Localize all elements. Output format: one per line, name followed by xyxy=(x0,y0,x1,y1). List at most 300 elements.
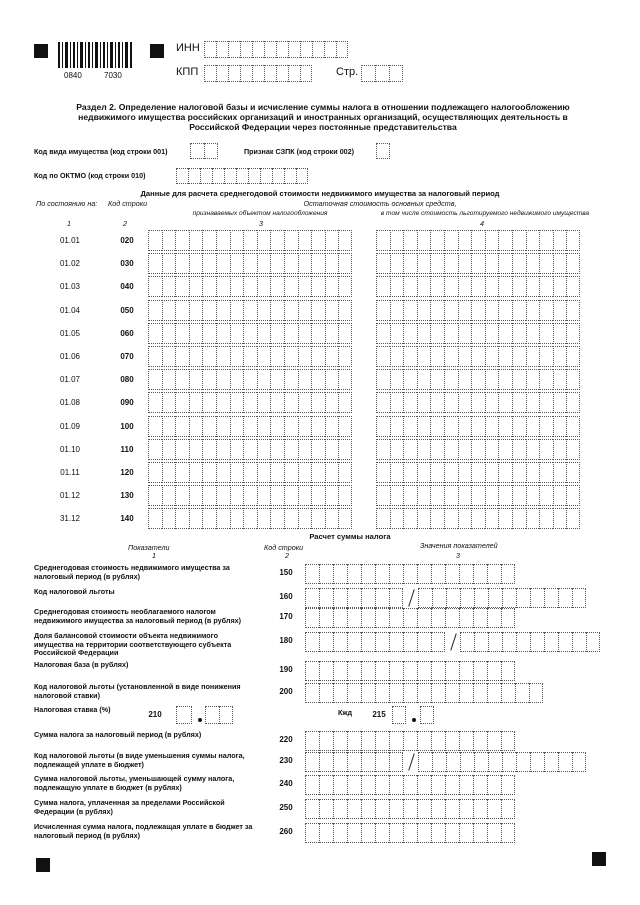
input-cell[interactable] xyxy=(319,752,333,772)
input-cell[interactable] xyxy=(539,230,553,251)
input-cell[interactable] xyxy=(243,508,257,529)
input-cell[interactable] xyxy=(403,416,417,437)
input-cell[interactable] xyxy=(257,439,271,460)
input-cell[interactable] xyxy=(553,323,567,344)
input-cell[interactable] xyxy=(444,276,458,297)
input-cell[interactable] xyxy=(471,346,485,367)
input-cell[interactable] xyxy=(459,799,473,819)
input-cell[interactable] xyxy=(270,392,284,413)
input-cell[interactable] xyxy=(460,588,474,608)
avg-exempt-value-field[interactable] xyxy=(376,346,580,367)
input-cell[interactable] xyxy=(445,661,459,681)
input-cell[interactable] xyxy=(175,323,189,344)
input-cell[interactable] xyxy=(501,823,515,843)
input-cell[interactable] xyxy=(257,276,271,297)
input-cell[interactable] xyxy=(189,253,203,274)
input-cell[interactable] xyxy=(270,369,284,390)
value-field[interactable] xyxy=(305,775,515,795)
input-cell[interactable] xyxy=(485,346,499,367)
input-cell[interactable] xyxy=(240,41,252,58)
input-cell[interactable] xyxy=(498,462,512,483)
input-cell[interactable] xyxy=(361,632,375,652)
input-cell[interactable] xyxy=(417,775,431,795)
input-cell[interactable] xyxy=(526,230,540,251)
input-cell[interactable] xyxy=(228,41,240,58)
input-cell[interactable] xyxy=(498,300,512,321)
input-cell[interactable] xyxy=(430,230,444,251)
input-cell[interactable] xyxy=(319,661,333,681)
input-cell[interactable] xyxy=(319,823,333,843)
input-cell[interactable] xyxy=(485,276,499,297)
input-cell[interactable] xyxy=(175,300,189,321)
input-cell[interactable] xyxy=(553,439,567,460)
input-cell[interactable] xyxy=(502,588,516,608)
input-cell[interactable] xyxy=(431,823,445,843)
input-cell[interactable] xyxy=(446,588,460,608)
input-cell[interactable] xyxy=(458,369,472,390)
input-cell[interactable] xyxy=(175,462,189,483)
input-cell[interactable] xyxy=(539,462,553,483)
input-cell[interactable] xyxy=(471,392,485,413)
input-cell[interactable] xyxy=(175,392,189,413)
input-cell[interactable] xyxy=(431,661,445,681)
input-cell[interactable] xyxy=(566,346,580,367)
input-cell[interactable] xyxy=(257,323,271,344)
input-cell[interactable] xyxy=(311,439,325,460)
input-cell[interactable] xyxy=(566,416,580,437)
input-cell[interactable] xyxy=(430,439,444,460)
input-cell[interactable] xyxy=(216,323,230,344)
input-cell[interactable] xyxy=(512,230,526,251)
input-cell[interactable] xyxy=(526,276,540,297)
benefit-code-field[interactable] xyxy=(305,752,403,772)
input-cell[interactable] xyxy=(298,276,312,297)
input-cell[interactable] xyxy=(284,439,298,460)
input-cell[interactable] xyxy=(566,253,580,274)
input-cell[interactable] xyxy=(347,608,361,628)
input-cell[interactable] xyxy=(375,775,389,795)
input-cell[interactable] xyxy=(270,323,284,344)
input-cell[interactable] xyxy=(471,230,485,251)
input-cell[interactable] xyxy=(288,41,300,58)
share-numerator-field[interactable] xyxy=(305,632,445,652)
input-cell[interactable] xyxy=(189,276,203,297)
input-cell[interactable] xyxy=(162,462,176,483)
input-cell[interactable] xyxy=(458,253,472,274)
input-cell[interactable] xyxy=(284,508,298,529)
input-cell[interactable] xyxy=(311,230,325,251)
input-cell[interactable] xyxy=(403,731,417,751)
input-cell[interactable] xyxy=(202,462,216,483)
input-cell[interactable] xyxy=(487,799,501,819)
input-cell[interactable] xyxy=(417,323,431,344)
kzhd-fraction-field[interactable] xyxy=(420,706,434,724)
input-cell[interactable] xyxy=(459,564,473,584)
input-cell[interactable] xyxy=(376,253,390,274)
input-cell[interactable] xyxy=(375,65,389,82)
szpk-field[interactable] xyxy=(376,143,390,159)
input-cell[interactable] xyxy=(512,276,526,297)
kzhd-integer-field[interactable] xyxy=(392,706,406,724)
avg-exempt-value-field[interactable] xyxy=(376,253,580,274)
input-cell[interactable] xyxy=(498,485,512,506)
input-cell[interactable] xyxy=(219,706,233,724)
input-cell[interactable] xyxy=(205,706,219,724)
input-cell[interactable] xyxy=(243,253,257,274)
tax-rate-integer-field[interactable] xyxy=(176,706,192,724)
input-cell[interactable] xyxy=(444,300,458,321)
input-cell[interactable] xyxy=(526,369,540,390)
avg-residual-value-field[interactable] xyxy=(148,462,352,483)
avg-exempt-value-field[interactable] xyxy=(376,323,580,344)
input-cell[interactable] xyxy=(311,276,325,297)
input-cell[interactable] xyxy=(333,823,347,843)
input-cell[interactable] xyxy=(512,323,526,344)
input-cell[interactable] xyxy=(430,485,444,506)
input-cell[interactable] xyxy=(444,462,458,483)
input-cell[interactable] xyxy=(430,346,444,367)
input-cell[interactable] xyxy=(539,439,553,460)
input-cell[interactable] xyxy=(230,508,244,529)
input-cell[interactable] xyxy=(417,230,431,251)
input-cell[interactable] xyxy=(430,253,444,274)
input-cell[interactable] xyxy=(417,485,431,506)
input-cell[interactable] xyxy=(298,253,312,274)
input-cell[interactable] xyxy=(270,346,284,367)
input-cell[interactable] xyxy=(162,346,176,367)
input-cell[interactable] xyxy=(444,369,458,390)
input-cell[interactable] xyxy=(175,416,189,437)
input-cell[interactable] xyxy=(347,588,361,608)
input-cell[interactable] xyxy=(230,276,244,297)
input-cell[interactable] xyxy=(566,462,580,483)
input-cell[interactable] xyxy=(487,731,501,751)
input-cell[interactable] xyxy=(230,300,244,321)
avg-exempt-value-field[interactable] xyxy=(376,392,580,413)
input-cell[interactable] xyxy=(444,253,458,274)
input-cell[interactable] xyxy=(202,439,216,460)
input-cell[interactable] xyxy=(526,392,540,413)
input-cell[interactable] xyxy=(430,392,444,413)
input-cell[interactable] xyxy=(162,508,176,529)
input-cell[interactable] xyxy=(284,230,298,251)
input-cell[interactable] xyxy=(230,323,244,344)
input-cell[interactable] xyxy=(389,588,403,608)
avg-residual-value-field[interactable] xyxy=(148,439,352,460)
input-cell[interactable] xyxy=(202,416,216,437)
input-cell[interactable] xyxy=(498,230,512,251)
input-cell[interactable] xyxy=(162,392,176,413)
input-cell[interactable] xyxy=(445,731,459,751)
input-cell[interactable] xyxy=(224,168,236,184)
input-cell[interactable] xyxy=(417,661,431,681)
input-cell[interactable] xyxy=(526,300,540,321)
input-cell[interactable] xyxy=(473,608,487,628)
input-cell[interactable] xyxy=(572,588,586,608)
input-cell[interactable] xyxy=(473,823,487,843)
input-cell[interactable] xyxy=(298,462,312,483)
input-cell[interactable] xyxy=(189,300,203,321)
value-field[interactable] xyxy=(305,661,515,681)
share-denominator-field[interactable] xyxy=(460,632,600,652)
input-cell[interactable] xyxy=(417,823,431,843)
input-cell[interactable] xyxy=(175,369,189,390)
input-cell[interactable] xyxy=(389,608,403,628)
input-cell[interactable] xyxy=(512,346,526,367)
input-cell[interactable] xyxy=(189,369,203,390)
input-cell[interactable] xyxy=(361,608,375,628)
input-cell[interactable] xyxy=(298,230,312,251)
input-cell[interactable] xyxy=(148,508,162,529)
input-cell[interactable] xyxy=(390,323,404,344)
input-cell[interactable] xyxy=(284,323,298,344)
input-cell[interactable] xyxy=(189,416,203,437)
input-cell[interactable] xyxy=(512,392,526,413)
input-cell[interactable] xyxy=(325,369,339,390)
input-cell[interactable] xyxy=(243,416,257,437)
input-cell[interactable] xyxy=(189,230,203,251)
input-cell[interactable] xyxy=(162,230,176,251)
input-cell[interactable] xyxy=(230,439,244,460)
input-cell[interactable] xyxy=(512,416,526,437)
input-cell[interactable] xyxy=(333,632,347,652)
input-cell[interactable] xyxy=(403,392,417,413)
input-cell[interactable] xyxy=(526,508,540,529)
input-cell[interactable] xyxy=(498,416,512,437)
avg-residual-value-field[interactable] xyxy=(148,230,352,251)
input-cell[interactable] xyxy=(162,323,176,344)
input-cell[interactable] xyxy=(403,799,417,819)
input-cell[interactable] xyxy=(417,300,431,321)
input-cell[interactable] xyxy=(502,752,516,772)
input-cell[interactable] xyxy=(390,485,404,506)
input-cell[interactable] xyxy=(502,632,516,652)
input-cell[interactable] xyxy=(501,731,515,751)
input-cell[interactable] xyxy=(325,392,339,413)
input-cell[interactable] xyxy=(417,346,431,367)
input-cell[interactable] xyxy=(566,276,580,297)
input-cell[interactable] xyxy=(445,564,459,584)
input-cell[interactable] xyxy=(474,632,488,652)
input-cell[interactable] xyxy=(230,346,244,367)
input-cell[interactable] xyxy=(390,230,404,251)
input-cell[interactable] xyxy=(375,799,389,819)
input-cell[interactable] xyxy=(430,300,444,321)
input-cell[interactable] xyxy=(319,608,333,628)
avg-residual-value-field[interactable] xyxy=(148,300,352,321)
input-cell[interactable] xyxy=(257,416,271,437)
input-cell[interactable] xyxy=(200,168,212,184)
input-cell[interactable] xyxy=(403,369,417,390)
input-cell[interactable] xyxy=(430,323,444,344)
input-cell[interactable] xyxy=(333,683,347,703)
input-cell[interactable] xyxy=(526,485,540,506)
input-cell[interactable] xyxy=(572,752,586,772)
input-cell[interactable] xyxy=(430,462,444,483)
input-cell[interactable] xyxy=(432,752,446,772)
input-cell[interactable] xyxy=(190,143,204,159)
input-cell[interactable] xyxy=(512,253,526,274)
input-cell[interactable] xyxy=(257,392,271,413)
input-cell[interactable] xyxy=(243,392,257,413)
input-cell[interactable] xyxy=(230,230,244,251)
input-cell[interactable] xyxy=(325,323,339,344)
input-cell[interactable] xyxy=(319,799,333,819)
input-cell[interactable] xyxy=(361,588,375,608)
input-cell[interactable] xyxy=(539,276,553,297)
input-cell[interactable] xyxy=(566,508,580,529)
input-cell[interactable] xyxy=(338,276,352,297)
input-cell[interactable] xyxy=(553,485,567,506)
tax-rate-fraction-field[interactable] xyxy=(205,706,233,724)
input-cell[interactable] xyxy=(148,392,162,413)
input-cell[interactable] xyxy=(333,731,347,751)
input-cell[interactable] xyxy=(230,485,244,506)
input-cell[interactable] xyxy=(216,392,230,413)
kpp-field[interactable] xyxy=(204,65,312,82)
input-cell[interactable] xyxy=(375,632,389,652)
input-cell[interactable] xyxy=(375,564,389,584)
input-cell[interactable] xyxy=(338,346,352,367)
input-cell[interactable] xyxy=(473,683,487,703)
input-cell[interactable] xyxy=(230,462,244,483)
input-cell[interactable] xyxy=(162,300,176,321)
input-cell[interactable] xyxy=(515,683,529,703)
input-cell[interactable] xyxy=(333,799,347,819)
input-cell[interactable] xyxy=(459,683,473,703)
input-cell[interactable] xyxy=(403,661,417,681)
input-cell[interactable] xyxy=(417,799,431,819)
input-cell[interactable] xyxy=(319,683,333,703)
avg-residual-value-field[interactable] xyxy=(148,392,352,413)
input-cell[interactable] xyxy=(311,369,325,390)
input-cell[interactable] xyxy=(403,485,417,506)
input-cell[interactable] xyxy=(230,392,244,413)
input-cell[interactable] xyxy=(485,462,499,483)
input-cell[interactable] xyxy=(444,508,458,529)
input-cell[interactable] xyxy=(338,300,352,321)
input-cell[interactable] xyxy=(376,392,390,413)
input-cell[interactable] xyxy=(284,462,298,483)
input-cell[interactable] xyxy=(216,65,228,82)
input-cell[interactable] xyxy=(257,253,271,274)
input-cell[interactable] xyxy=(257,508,271,529)
input-cell[interactable] xyxy=(338,323,352,344)
input-cell[interactable] xyxy=(376,230,390,251)
input-cell[interactable] xyxy=(403,439,417,460)
input-cell[interactable] xyxy=(516,752,530,772)
input-cell[interactable] xyxy=(216,276,230,297)
input-cell[interactable] xyxy=(539,416,553,437)
input-cell[interactable] xyxy=(319,564,333,584)
input-cell[interactable] xyxy=(458,462,472,483)
input-cell[interactable] xyxy=(392,706,406,724)
input-cell[interactable] xyxy=(487,661,501,681)
input-cell[interactable] xyxy=(553,276,567,297)
input-cell[interactable] xyxy=(175,439,189,460)
input-cell[interactable] xyxy=(376,369,390,390)
input-cell[interactable] xyxy=(243,346,257,367)
avg-residual-value-field[interactable] xyxy=(148,253,352,274)
input-cell[interactable] xyxy=(305,661,319,681)
input-cell[interactable] xyxy=(257,462,271,483)
input-cell[interactable] xyxy=(284,392,298,413)
avg-exempt-value-field[interactable] xyxy=(376,439,580,460)
input-cell[interactable] xyxy=(338,230,352,251)
benefit-code-field[interactable] xyxy=(305,588,403,608)
input-cell[interactable] xyxy=(325,300,339,321)
input-cell[interactable] xyxy=(539,392,553,413)
input-cell[interactable] xyxy=(361,731,375,751)
input-cell[interactable] xyxy=(390,300,404,321)
input-cell[interactable] xyxy=(553,300,567,321)
input-cell[interactable] xyxy=(216,508,230,529)
input-cell[interactable] xyxy=(162,276,176,297)
input-cell[interactable] xyxy=(148,416,162,437)
input-cell[interactable] xyxy=(361,752,375,772)
input-cell[interactable] xyxy=(389,731,403,751)
input-cell[interactable] xyxy=(175,253,189,274)
inn-field[interactable] xyxy=(204,41,348,58)
input-cell[interactable] xyxy=(417,608,431,628)
input-cell[interactable] xyxy=(572,632,586,652)
input-cell[interactable] xyxy=(403,230,417,251)
input-cell[interactable] xyxy=(390,276,404,297)
input-cell[interactable] xyxy=(333,661,347,681)
input-cell[interactable] xyxy=(270,462,284,483)
input-cell[interactable] xyxy=(325,508,339,529)
input-cell[interactable] xyxy=(501,683,515,703)
input-cell[interactable] xyxy=(361,564,375,584)
input-cell[interactable] xyxy=(216,462,230,483)
input-cell[interactable] xyxy=(311,346,325,367)
input-cell[interactable] xyxy=(204,143,218,159)
input-cell[interactable] xyxy=(305,632,319,652)
input-cell[interactable] xyxy=(445,608,459,628)
input-cell[interactable] xyxy=(361,799,375,819)
input-cell[interactable] xyxy=(444,323,458,344)
input-cell[interactable] xyxy=(566,485,580,506)
input-cell[interactable] xyxy=(417,439,431,460)
input-cell[interactable] xyxy=(216,253,230,274)
input-cell[interactable] xyxy=(430,276,444,297)
input-cell[interactable] xyxy=(403,683,417,703)
input-cell[interactable] xyxy=(204,65,216,82)
input-cell[interactable] xyxy=(148,323,162,344)
input-cell[interactable] xyxy=(458,276,472,297)
input-cell[interactable] xyxy=(553,508,567,529)
input-cell[interactable] xyxy=(444,485,458,506)
input-cell[interactable] xyxy=(501,661,515,681)
input-cell[interactable] xyxy=(488,588,502,608)
input-cell[interactable] xyxy=(566,439,580,460)
input-cell[interactable] xyxy=(338,253,352,274)
input-cell[interactable] xyxy=(189,462,203,483)
input-cell[interactable] xyxy=(243,369,257,390)
input-cell[interactable] xyxy=(431,632,445,652)
input-cell[interactable] xyxy=(230,369,244,390)
input-cell[interactable] xyxy=(498,439,512,460)
input-cell[interactable] xyxy=(311,300,325,321)
input-cell[interactable] xyxy=(444,416,458,437)
input-cell[interactable] xyxy=(558,588,572,608)
avg-residual-value-field[interactable] xyxy=(148,323,352,344)
input-cell[interactable] xyxy=(202,253,216,274)
value-field[interactable] xyxy=(305,731,515,751)
input-cell[interactable] xyxy=(311,508,325,529)
input-cell[interactable] xyxy=(558,752,572,772)
input-cell[interactable] xyxy=(444,392,458,413)
